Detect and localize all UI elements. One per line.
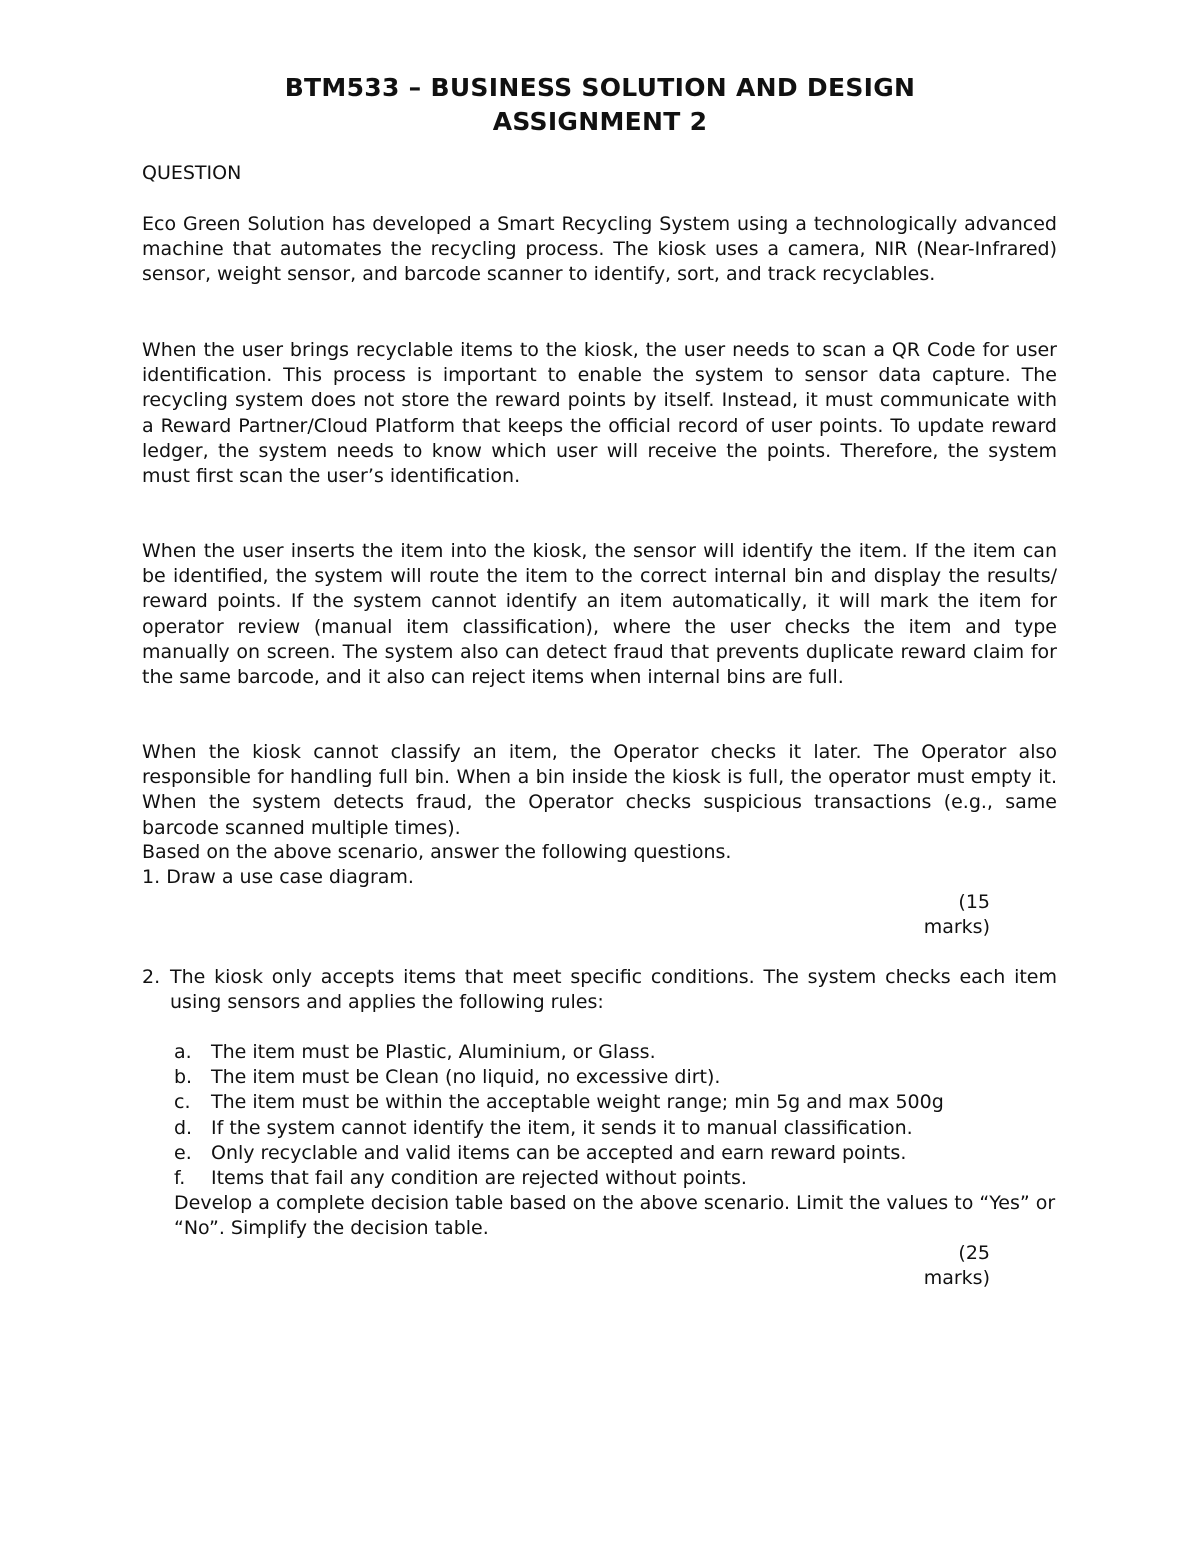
question-2-marks-value: (25	[958, 1242, 990, 1264]
rule-text: Items that fail any condition are rejected without points.	[211, 1166, 747, 1189]
question-2-marks-label: marks)	[923, 1267, 990, 1290]
rule-letter: e.	[174, 1141, 192, 1164]
document-title: BTM533 – BUSINESS SOLUTION AND DESIGN	[284, 73, 916, 102]
question-1-text: Draw a use case diagram.	[166, 866, 414, 888]
rule-letter: c.	[174, 1091, 191, 1114]
question-2-marks	[870, 1241, 990, 1291]
develop-instruction: Develop a complete decision table based on the above scenario. Limit the values to “Yes” or “No”. Simplify the decision table.	[174, 1192, 1056, 1240]
list-item	[174, 1116, 1064, 1141]
list-item	[174, 1040, 1064, 1065]
question-1	[142, 865, 414, 890]
rule-letter: f.	[174, 1166, 186, 1189]
question-1-marks-label: marks)	[923, 916, 990, 939]
rules-list	[174, 1040, 1064, 1191]
question-1-marks	[870, 890, 990, 940]
scenario-paragraph-3: When the user inserts the item into the kiosk, the sensor will identify the item. If the item can be identified, the system will route the item to the correct internal bin and display the results/ reward points. If the system cannot identify an item automatically, it will mark the item for operator review (manual item classification), where the user checks the item and type manually on screen. The system also can detect fraud that prevents duplicate reward claim for the same barcode, and it also can reject items when internal bins are full.	[142, 540, 1057, 689]
rule-letter: a.	[174, 1041, 192, 1063]
list-item	[174, 1166, 1064, 1191]
list-item	[174, 1065, 1064, 1090]
question-2-number: 2.	[142, 966, 161, 988]
rule-letter: d.	[174, 1116, 193, 1139]
list-item	[174, 1090, 1064, 1115]
instruction-line: Based on the above scenario, answer the following questions.	[142, 841, 732, 863]
question-1-marks-value: (15	[958, 891, 990, 913]
question-1-number: 1.	[142, 866, 161, 888]
rule-text: If the system cannot identify the item, it sends it to manual classification.	[211, 1116, 913, 1139]
rule-letter: b.	[174, 1066, 193, 1089]
question-heading: QUESTION	[142, 162, 242, 184]
scenario-paragraph-1: Eco Green Solution has developed a Smart Recycling System using a technologically advanced machine that automates the recycling process. The kiosk uses a camera, NIR (Near-Infrared) sensor, weight sensor, and barcode scanner to identify, sort, and track recyclables.	[142, 213, 1057, 286]
question-2-text: The kiosk only accepts items that meet specific conditions. The system checks each item using sensors and applies the following rules:	[170, 966, 1057, 1014]
rule-text: The item must be Plastic, Aluminium, or Glass.	[211, 1041, 656, 1063]
rule-text: Only recyclable and valid items can be accepted and earn reward points.	[211, 1141, 907, 1164]
list-item	[174, 1141, 1064, 1166]
rule-text: The item must be within the acceptable weight range; min 5g and max 500g	[211, 1091, 944, 1114]
document-subtitle: ASSIGNMENT 2	[492, 107, 708, 136]
rule-text: The item must be Clean (no liquid, no excessive dirt).	[211, 1066, 721, 1089]
question-2	[142, 965, 1057, 1015]
scenario-paragraph-2: When the user brings recyclable items to the kiosk, the user needs to scan a QR Code for user identification. This process is important to enable the system to sensor data capture. The recycling system does not store the reward points by itself. Instead, it must communicate with a Reward Partner/Cloud Platform that keeps the official record of user points. To update reward ledger, the system needs to know which user will receive the points. Therefore, the system must first scan the user’s identification.	[142, 339, 1057, 488]
scenario-paragraph-4: When the kiosk cannot classify an item, the Operator checks it later. The Operator also responsible for handling full bin. When a bin inside the kiosk is full, the operator must empty it. When the system detects fraud, the Operator checks suspicious transactions (e.g., same barcode scanned multiple times).	[142, 741, 1057, 839]
